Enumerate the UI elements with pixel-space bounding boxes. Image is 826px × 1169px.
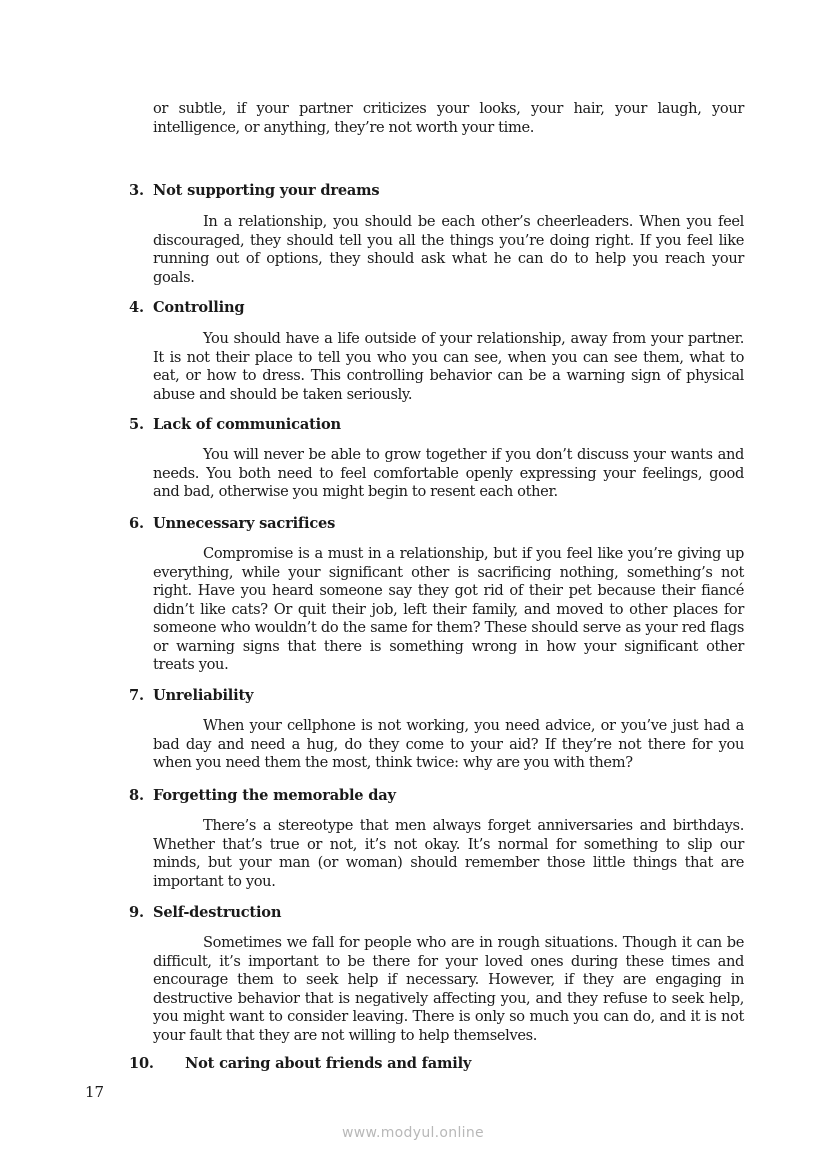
section-paragraph-6: Compromise is a must in a relationship, but if you feel like you’re giving up everything, while your significant other is sacrificing nothing, something’s not right. Have you heard someone say they got rid of their pet because their fiancé didn’t like cats? Or quit their job, left their family, and moved to other places for someone who wouldn’t do the same for them? These should serve as your red flags or warning signs that there is something wrong in how your significant other treats you. xyxy=(153,545,744,673)
section-title: Unreliability xyxy=(153,687,254,704)
section-number: 4. xyxy=(129,299,144,316)
section-title: Lack of communication xyxy=(153,416,341,433)
section-number: 6. xyxy=(129,515,144,532)
section-heading-6 xyxy=(129,515,335,533)
section-title: Not caring about friends and family xyxy=(185,1055,472,1072)
page-number: 17 xyxy=(85,1083,105,1101)
section-title: Forgetting the memorable day xyxy=(153,787,396,804)
section-paragraph-7: When your cellphone is not working, you need advice, or you’ve just had a bad day and need a hug, do they come to your aid? If they’re not there for you when you need them the most, think twice: why are you with them? xyxy=(153,717,744,771)
section-paragraph-8: There’s a stereotype that men always forget anniversaries and birthdays. Whether that’s true or not, it’s not okay. It’s normal for something to slip our minds, but your man (or woman) should remember those little things that are important to you. xyxy=(153,817,744,890)
section-heading-3 xyxy=(129,182,379,200)
section-paragraph-4: You should have a life outside of your relationship, away from your partner. It is not their place to tell you who you can see, when you can see them, what to eat, or how to dress. This controlling behavior can be a warning sign of physical abuse and should be taken seriously. xyxy=(153,330,744,403)
section-heading-5 xyxy=(129,416,341,434)
section-paragraph-5: You will never be able to grow together if you don’t discuss your wants and needs. You both need to feel comfortable openly expressing your feelings, good and bad, otherwise you might begin to resent each other. xyxy=(153,446,744,500)
watermark-text: www.modyul.online xyxy=(342,1125,484,1141)
section-title: Not supporting your dreams xyxy=(153,182,380,199)
section-number: 10. xyxy=(129,1055,154,1072)
section-number: 7. xyxy=(129,687,144,704)
section-title: Unnecessary sacrifices xyxy=(153,515,336,532)
section-title: Self-destruction xyxy=(153,904,282,921)
intro-continuation-paragraph: or subtle, if your partner criticizes your looks, your hair, your laugh, your intelligence, or anything, they’re not worth your time. xyxy=(153,100,744,136)
section-heading-7 xyxy=(129,687,253,705)
section-paragraph-3: In a relationship, you should be each other’s cheerleaders. When you feel discouraged, they should tell you all the things you’re doing right. If you feel like running out of options, they should ask what he can do to help you reach your goals. xyxy=(153,213,744,286)
section-paragraph-9: Sometimes we fall for people who are in rough situations. Though it can be difficult, it’s important to be there for your loved ones during these times and encourage them to seek help if necessary. However, if they are engaging in destructive behavior that is negatively affecting you, and they refuse to seek help, you might want to consider leaving. There is only so much you can do, and it is not your fault that they are not willing to help themselves. xyxy=(153,934,744,1044)
section-heading-4 xyxy=(129,299,244,317)
section-number: 5. xyxy=(129,416,144,433)
section-heading-9 xyxy=(129,904,281,922)
section-number: 3. xyxy=(129,182,144,199)
section-heading-10 xyxy=(129,1055,471,1073)
section-title: Controlling xyxy=(153,299,245,316)
section-number: 9. xyxy=(129,904,144,921)
section-heading-8 xyxy=(129,787,396,805)
section-number: 8. xyxy=(129,787,144,804)
